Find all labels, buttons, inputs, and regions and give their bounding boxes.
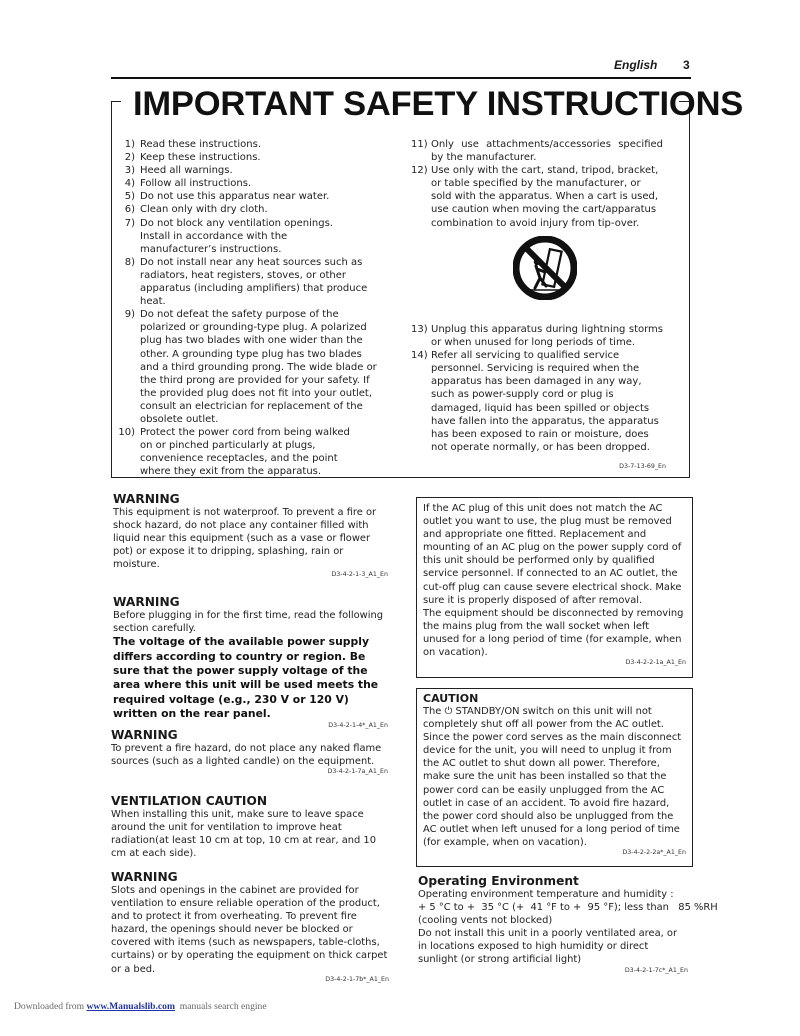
- instruction-item: 14) Refer all servicing to qualified service personnel. Servicing is required when the apparatus has been damaged in any way, such as power-supply cord or plug is damaged, liquid has been spilled or objects have fallen into the apparatus, the apparatus has been exposed to rain or moisture, does not operate normally, or has been dropped.: [411, 350, 659, 453]
- section-body-bold: The voltage of the available power supply differs according to country or region. Be sure that the power supply voltage of the area where this unit will be used meets the required voltage (e.g., 230 V or 120 V) written on the rear panel.: [113, 635, 379, 721]
- section-body: Before plugging in for the first time, read the following section carefully.: [113, 610, 383, 635]
- cart-tip-over-warning-icon: [513, 236, 577, 300]
- section-body: If the AC plug of this unit does not match the AC outlet you want to use, the plug must be removed and appropriate one fitted. Replacement and mounting of an AC plug on the power supply cord of this unit should be performed only by qualified service personnel. If connected to an AC outlet, the cut-off plug can cause severe electrical shock. Make sure it is properly disposed of after removal.: [423, 503, 682, 606]
- section-body: (cooling vents not blocked): [418, 915, 553, 927]
- section-title: WARNING: [113, 595, 180, 609]
- document-code: D3-4-2-1-7b*_A1_En: [325, 975, 389, 983]
- instruction-item: 9) Do not defeat the safety purpose of the polarized or grounding-type plug. A polarized plug has two blades with one wider than the other. A grounding type plug has two blades and a third grounding prong. The wide blade or the third prong are provided for your safety. If the provided plug does not fit into your outlet, consult an electrician for replacement of the obsolete outlet.: [124, 309, 377, 425]
- header-rule: [111, 77, 691, 79]
- operating-environment: [418, 874, 718, 974]
- document-code: D3-7-13-69_En: [619, 463, 666, 470]
- section-body: Slots and openings in the cabinet are provided for ventilation to ensure reliable operation of the product, and to protect it from overheating. To prevent fire hazard, the openings should never be blocked or covered with items (such as newspapers, table-cloths, curtains) or by operating the equipment on thick carpet or a bed.: [111, 885, 388, 975]
- section-title: Operating Environment: [418, 874, 579, 888]
- ac-plug-notice-box: [416, 497, 693, 678]
- download-footer: Downloaded from www.Manualslib.com manuals search engine: [14, 1001, 267, 1012]
- instruction-item: 10) Protect the power cord from being walked on or pinched particularly at plugs, convenience receptacles, and the point where they exit from the apparatus.: [118, 427, 350, 478]
- document-code: D3-4-2-1-7a_A1_En: [327, 768, 388, 776]
- section-body: When installing this unit, make sure to leave space around the unit for ventilation to improve heat radiation(at least 10 cm at top, 10 cm at rear, and 10 cm at each side).: [111, 809, 376, 860]
- warning-naked-flame: [111, 728, 388, 775]
- instruction-item: 2) Keep these instructions.: [124, 152, 261, 164]
- ventilation-caution: [111, 794, 389, 860]
- instructions-right-list-bottom: [411, 323, 663, 454]
- warning-power-supply: [113, 595, 388, 729]
- document-code: D3-4-2-1-4*_A1_En: [328, 721, 388, 729]
- section-body: Do not install this unit in a poorly ventilated area, or in locations exposed to high humidity or direct sunlight (or strong artificial light): [418, 928, 678, 966]
- section-title: WARNING: [111, 870, 178, 884]
- instruction-item: 12) Use only with the cart, stand, tripod, bracket, or table specified by the manufacturer, or sold with the apparatus. When a cart is used, use caution when moving the cart/apparatus combination to avoid injury from tip-over.: [411, 165, 659, 229]
- document-code: D3-4-2-1-7c*_A1_En: [624, 966, 688, 974]
- section-body: The ⏻ STANDBY/ON switch on this unit will not completely shut off all power from the AC outlet. Since the power cord serves as the main disconnect device for the unit, you will need to unplug it from the AC outlet to shut down all power. Therefore, make sure the unit has been installed so that the power cord can be easily unplugged from the AC outlet in case of an accident. To avoid fire hazard, the power cord should also be unplugged from the AC outlet when left unused for a long period of time (for example, when on vacation).: [423, 706, 682, 848]
- section-body: To prevent a fire hazard, do not place any naked flame sources (such as a lighted candle) on the equipment.: [111, 743, 382, 768]
- document-code: D3-4-2-1-3_A1_En: [331, 571, 388, 579]
- frame-corner-left: [111, 101, 121, 102]
- warning-waterproof: [113, 492, 388, 578]
- document-code: D3-4-2-2-2a*_A1_En: [622, 849, 686, 857]
- instruction-item: 3) Heed all warnings.: [124, 165, 233, 177]
- power-symbol-icon: ⏻: [444, 706, 453, 717]
- instruction-item: 7) Do not block any ventilation openings. Install in accordance with the manufacturer’s instructions.: [124, 217, 333, 255]
- instruction-item: 11) Only use attachments/accessories specified by the manufacturer.: [411, 139, 663, 164]
- header-language: English: [614, 58, 658, 72]
- section-title: VENTILATION CAUTION: [111, 794, 268, 808]
- instruction-item: 8) Do not install near any heat sources such as radiators, heat registers, stoves, or other apparatus (including amplifiers) that produce heat.: [124, 256, 368, 308]
- instructions-right-list-top: [411, 138, 663, 230]
- section-body: Operating environment temperature and humidity :: [418, 889, 674, 900]
- instruction-item: 6) Clean only with dry cloth.: [124, 204, 268, 216]
- instructions-left-list: [115, 138, 377, 478]
- instruction-item: 5) Do not use this apparatus near water.: [124, 191, 330, 203]
- section-title: WARNING: [113, 492, 180, 506]
- instruction-item: 4) Follow all instructions.: [124, 178, 252, 190]
- document-code: D3-4-2-2-1a_A1_En: [625, 659, 686, 667]
- section-body: + 5 °C to + 35 °C (+ 41 °F to + 95 °F); less than 85 %RH: [418, 902, 718, 914]
- section-title: WARNING: [111, 728, 178, 742]
- manualslib-link[interactable]: www.Manualslib.com: [86, 1001, 175, 1012]
- caution-standby-box: [416, 688, 693, 867]
- warning-slots-openings: [111, 870, 389, 983]
- section-body: The equipment should be disconnected by removing the mains plug from the wall socket when left unused for a long period of time (for example, when on vacation).: [423, 607, 684, 659]
- instruction-item: 13) Unplug this apparatus during lightning storms or when unused for long periods of time.: [411, 324, 663, 349]
- instruction-item: 1) Read these instructions.: [124, 139, 261, 150]
- section-body: This equipment is not waterproof. To prevent a fire or shock hazard, do not place any container filled with liquid near this equipment (such as a vase or flower pot) or expose it to dripping, splashing, rain or moisture.: [113, 507, 377, 571]
- page-title: IMPORTANT SAFETY INSTRUCTIONS: [133, 85, 744, 123]
- section-title: CAUTION: [423, 692, 479, 705]
- page-number: 3: [683, 58, 690, 72]
